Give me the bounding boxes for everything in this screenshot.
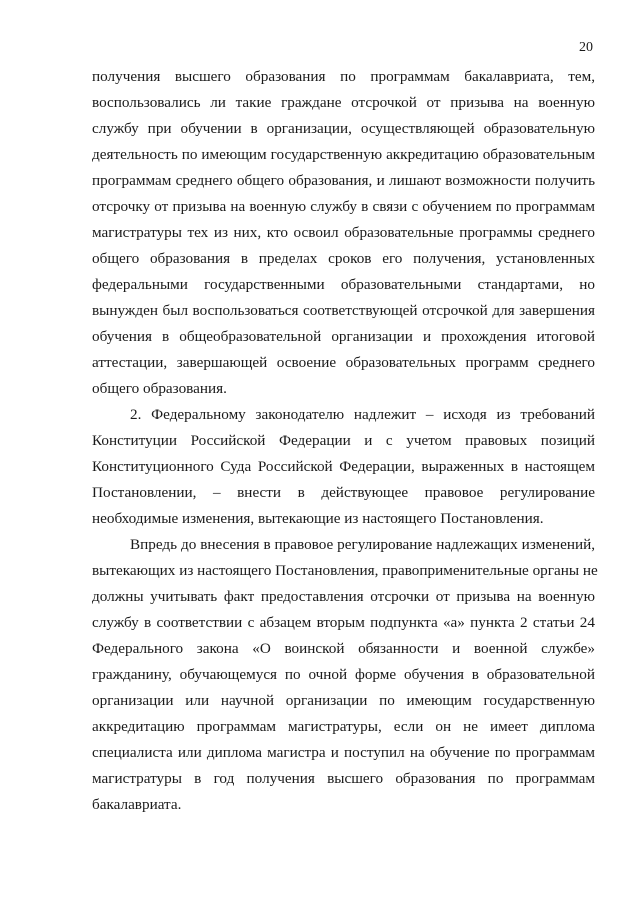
text-line: Конституционного Суда Российской Федерации, выраженных в настоящем — [92, 458, 595, 475]
text-line: Федерального закона «О воинской обязанности и военной службе» — [92, 640, 595, 657]
text-line: гражданину, обучающемуся по очной форме обучения в образовательной — [92, 666, 595, 683]
text-line: вытекающих из настоящего Постановления, правоприменительные органы не — [92, 562, 598, 579]
text-line: общего образования в пределах сроков его получения, установленных — [92, 250, 595, 267]
text-line: аттестации, завершающей освоение образовательных программ среднего — [92, 354, 595, 371]
text-line: обучения в общеобразовательной организации и прохождения итоговой — [92, 328, 595, 345]
text-line: организации или научной организации по имеющим государственную — [92, 692, 595, 709]
text-line: службу в соответствии с абзацем вторым подпункта «а» пункта 2 статьи 24 — [92, 614, 595, 631]
text-line: федеральными государственными образовательными стандартами, но — [92, 276, 595, 293]
text-line: магистратуры в год получения высшего образования по программам — [92, 770, 595, 787]
text-line: магистратуры тех из них, кто освоил образовательные программы среднего — [92, 224, 595, 241]
text-line: Впредь до внесения в правовое регулирование надлежащих изменений, — [130, 536, 595, 553]
text-line: воспользовались ли такие граждане отсрочкой от призыва на военную — [92, 94, 595, 111]
page-number: 20 — [579, 40, 593, 55]
text-line: должны учитывать факт предоставления отсрочки от призыва на военную — [92, 588, 595, 605]
text-line: бакалавриата. — [92, 796, 182, 813]
text-line: 2. Федеральному законодателю надлежит – исходя из требований — [130, 406, 595, 423]
text-line: специалиста или диплома магистра и поступил на обучение по программам — [92, 744, 595, 761]
text-line: Конституции Российской Федерации и с учетом правовых позиций — [92, 432, 595, 449]
text-line: получения высшего образования по программам бакалавриата, тем, — [92, 68, 595, 85]
text-line: Постановлении, – внести в действующее правовое регулирование — [92, 484, 595, 501]
text-line: вынужден был воспользоваться соответствующей отсрочкой для завершения — [92, 302, 595, 319]
text-line: программам среднего общего образования, и лишают возможности получить — [92, 172, 595, 189]
text-line: общего образования. — [92, 380, 227, 397]
text-line: службу при обучении в организации, осуществляющей образовательную — [92, 120, 595, 137]
text-line: необходимые изменения, вытекающие из настоящего Постановления. — [92, 510, 544, 527]
text-line: отсрочку от призыва на военную службу в связи с обучением по программам — [92, 198, 595, 215]
text-line: деятельность по имеющим государственную аккредитацию образовательным — [92, 146, 595, 163]
text-line: аккредитацию программам магистратуры, если он не имеет диплома — [92, 718, 595, 735]
